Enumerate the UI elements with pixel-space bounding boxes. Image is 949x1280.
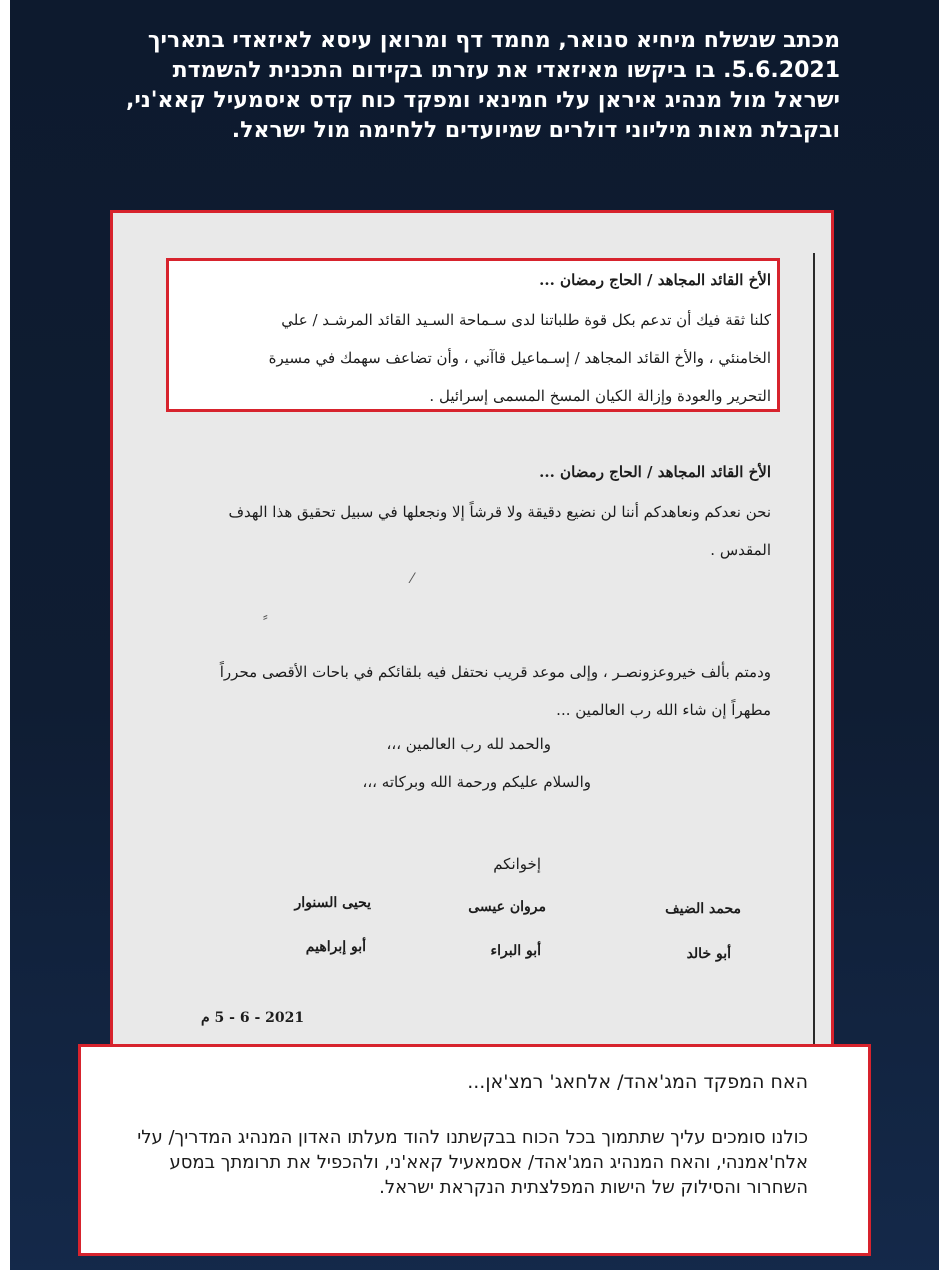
paragraph-2: نحن نعدكم ونعاهدكم أننا لن نضيع دقيقة ولا قرشاً إلا ونجعلها في سبيل تحقيق هذا الهدف المقدس . [228,503,771,559]
translation-box [78,1044,871,1256]
closing-1: والحمد لله رب العالمين ،،، [386,735,551,753]
signatory-name-2: مروان عيسى [468,899,546,915]
bottom-edge [10,1270,939,1280]
scanned-letter [110,210,834,1070]
document-date: 2021 - 6 - 5 م [201,1010,305,1026]
headline: מכתב שנשלח מיחיא סנואר, מחמד דף ומרואן עיסא לאיזאדי בתאריך 5.6.2021. בו ביקשו מאיזאדי את עזרתו בקידום התכנית להשמדת ישראל מול מנהיג איראן עלי חמינאי ומפקד כוח קדס איסמעיל קאא'ני, ובקבלת מאות מיליוני דולרים שמיועדים ללחימה מול ישראל. [125,28,840,143]
signatory-kunya-3: أبو إبراهيم [305,939,366,955]
closing-2: والسلام عليكم ورحمة الله وبركاته ،،، [362,773,591,791]
signatory-name-1: محمد الضيف [665,901,741,917]
scan-mark: ⁄ [411,571,414,587]
signatory-kunya-1: أبو خالد [686,946,731,962]
paragraph-1: كلنا ثقة فيك أن تدعم بكل قوة طلباتنا لدى سـماحة السـيد القائد المرشـد / علي الخامنئي ، والأخ القائد المجاهد / إسـماعيل قاآني ، وأن تضاعف سهمك في مسيرة التحرير والعودة وإزالة الكيان المسخ المسمى إسرائيل . [268,311,771,405]
scan-mark: ⸗ [263,609,268,625]
salutation-1: الأخ القائد المجاهد / الحاج رمضان ... [539,271,771,289]
paragraph-3: ودمتم بألف خيروعزونصـر ، وإلى موعد قريب نحتفل فيه بلقائكم في باحات الأقصى محرراً مطهراً إن شاء الله رب العالمين ... [219,663,771,719]
translation-heading: האח המפקד המג'אהד/ אלחאג' רמצ'אן... [467,1071,808,1093]
signatory-name-3: يحيى السنوار [294,895,371,911]
salutation-2: الأخ القائد المجاهد / الحاج رمضان ... [539,463,771,481]
signatory-kunya-2: أبو البراء [490,943,541,959]
sign-off: إخوانكم [493,855,541,873]
translation-body: כולנו סומכים עליך שתתמוך בכל הכוח בבקשתנו להוד מעלתו האדון המנהיג המדריך/ עלי אלח'אמנהי, והאח המנהיג המג'אהד/ אסמאעיל קאא'ני, ולהכפיל את תרומתך במסע השחרור והסילוק של הישות המפלצתית הנקראת ישראל. [137,1127,808,1198]
margin-line [813,253,815,1063]
